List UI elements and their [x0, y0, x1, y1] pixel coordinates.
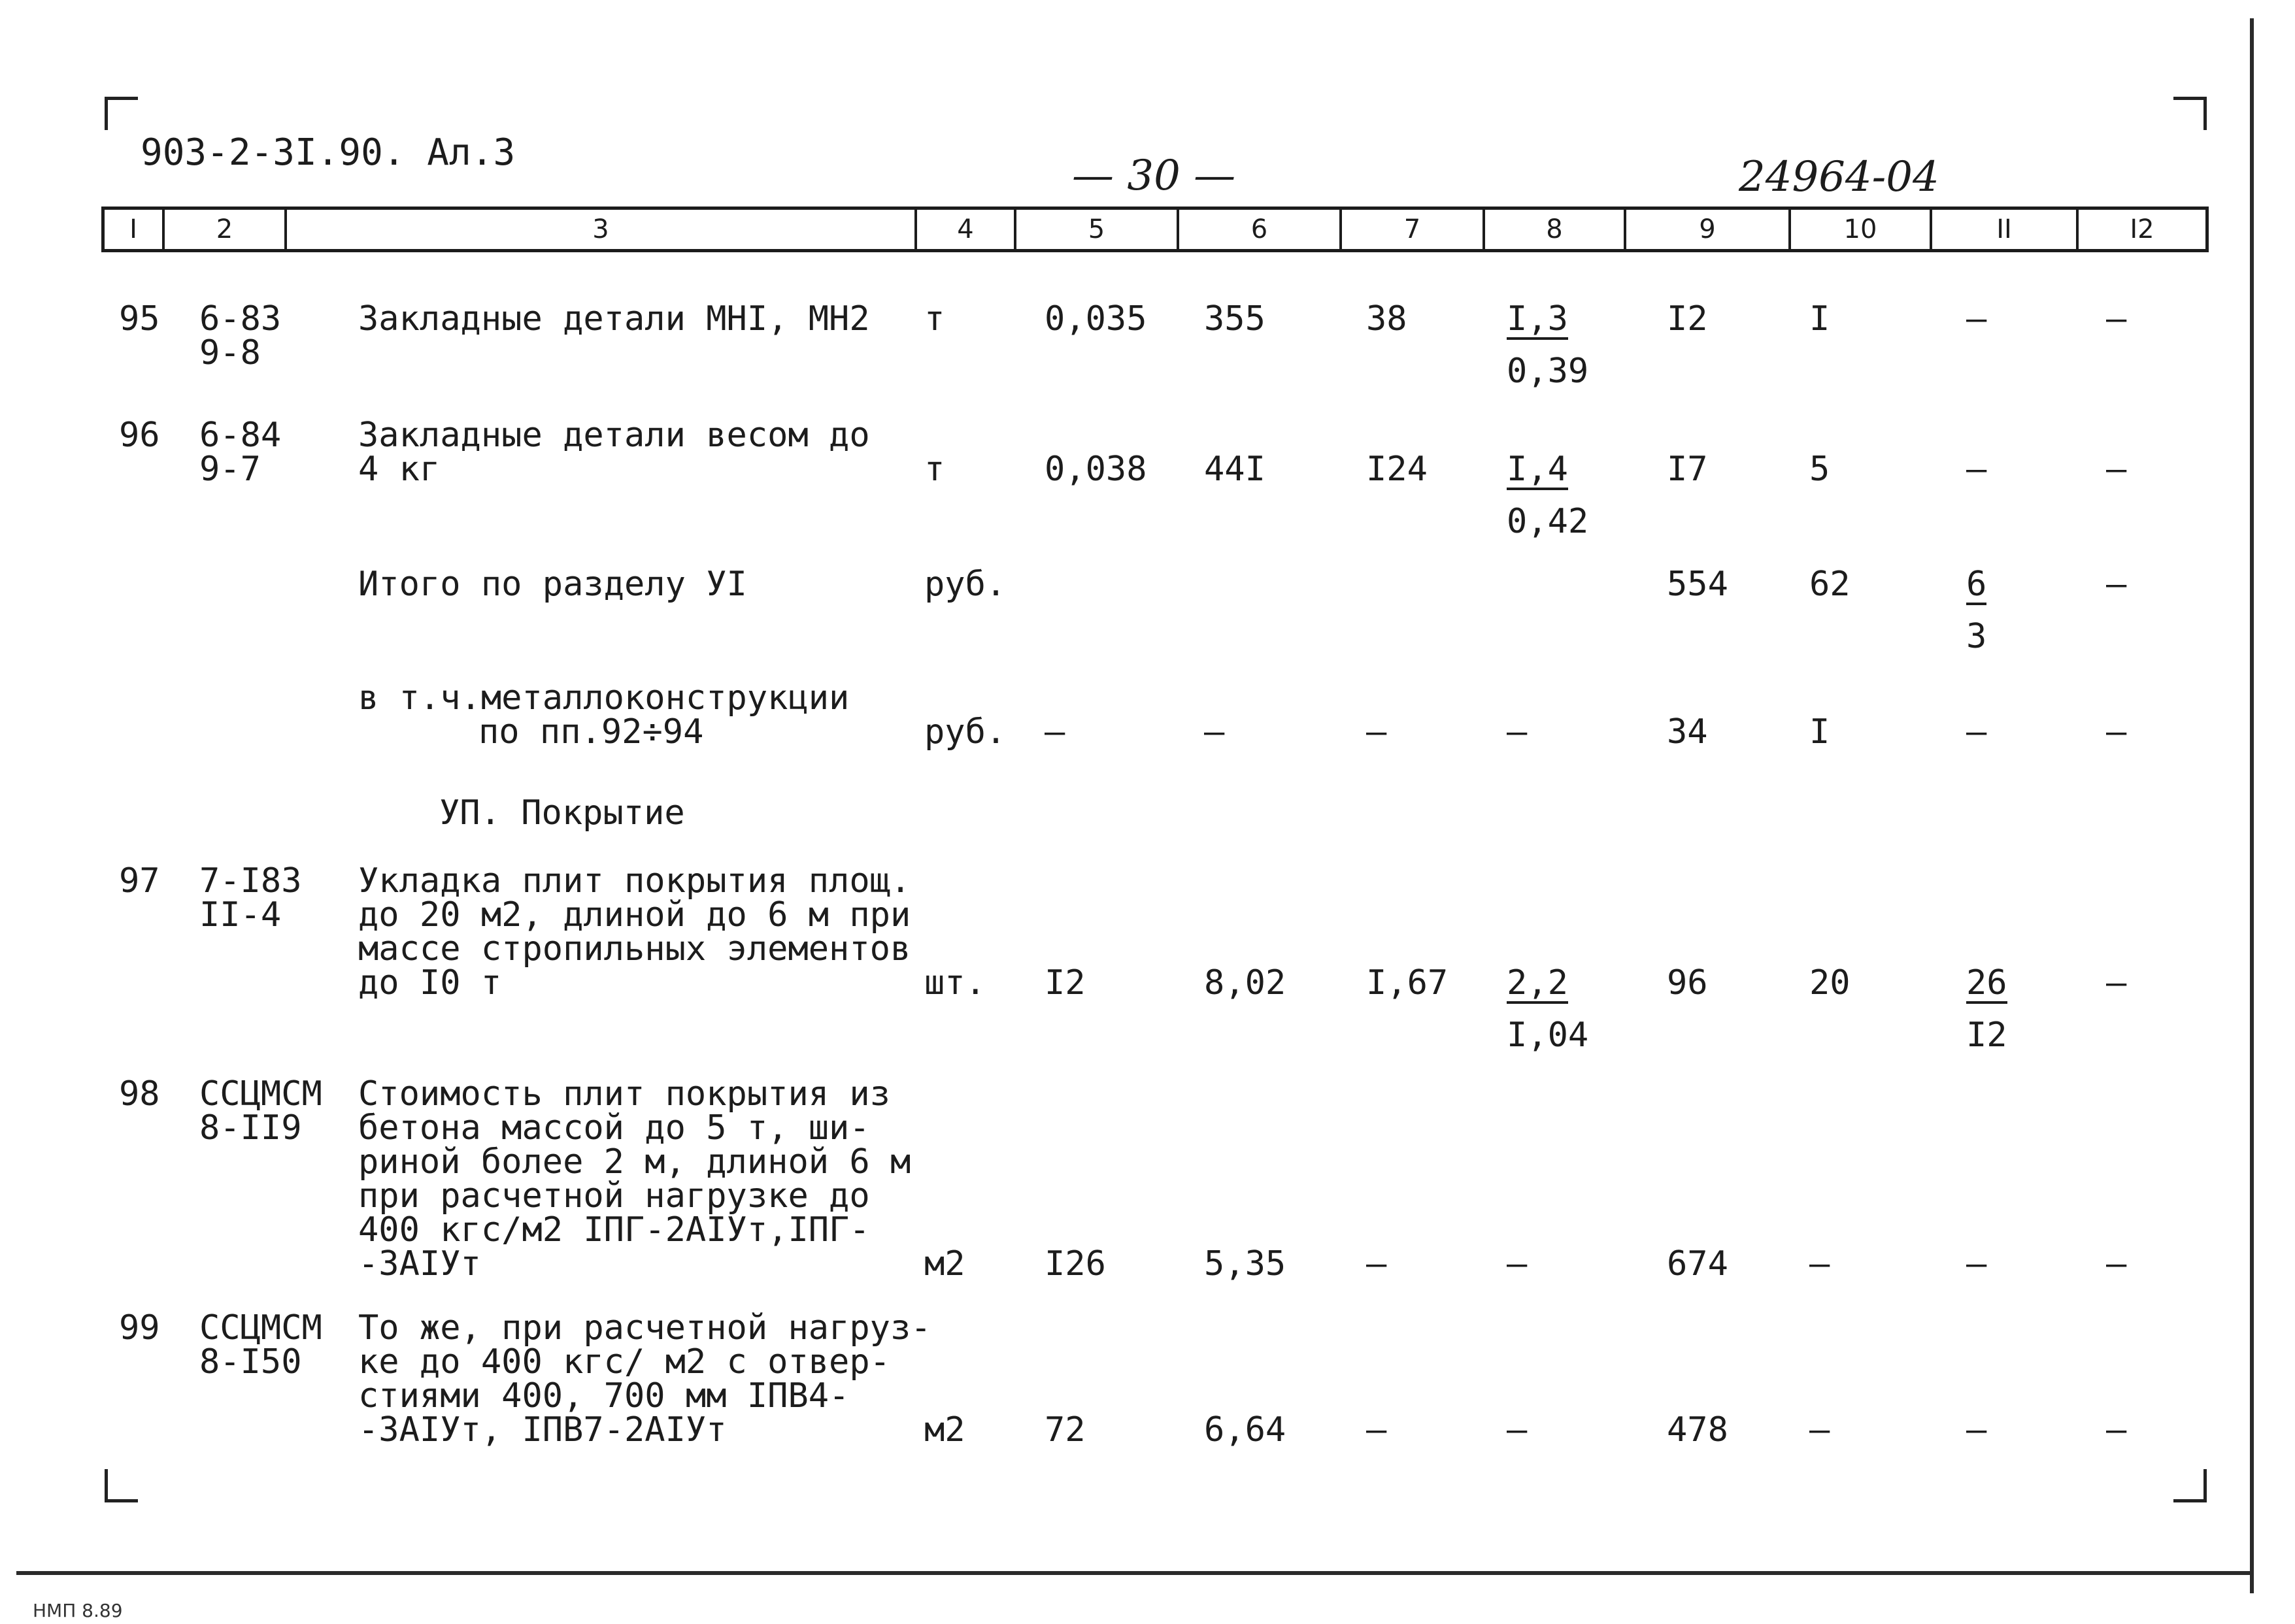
corner-mark-top-left	[105, 97, 138, 130]
rate-code-line: ССЦМСМ	[199, 1074, 322, 1114]
rate-code-line: 9-7	[199, 450, 261, 489]
project-number: 24964-04	[1739, 153, 1939, 201]
description-line: Итого по разделу УI	[358, 565, 747, 604]
col12-value: –	[2106, 1244, 2127, 1284]
description-line: бетона массой до 5 т, ши-	[358, 1108, 870, 1148]
unit-cost: –	[1204, 712, 1225, 752]
rate-code-line: 6-84	[199, 416, 282, 455]
col11-denominator: I2	[1966, 1016, 2007, 1055]
column-header: 6	[1178, 208, 1341, 251]
col8-fraction	[1507, 963, 1589, 1055]
description-line: при расчетной нагрузке до	[358, 1176, 870, 1216]
description-line: Закладные детали МНI, МН2	[358, 299, 870, 339]
column-header: 8	[1484, 208, 1625, 251]
column-header: 10	[1790, 208, 1931, 251]
unit-cost: 355	[1204, 299, 1265, 339]
corner-mark-bottom-left	[105, 1469, 138, 1502]
rate-code-line: II-4	[199, 895, 282, 935]
col12-value: –	[2106, 963, 2127, 1003]
col8-denominator: 0,42	[1507, 502, 1589, 541]
col8-value: –	[1507, 1410, 1528, 1450]
col12-value: –	[2106, 1410, 2127, 1450]
corner-mark-bottom-right	[2173, 1469, 2207, 1502]
description-line: до I0 т	[358, 963, 502, 1003]
total-cost: 554	[1667, 565, 1728, 604]
col11-fraction	[1966, 567, 1986, 654]
col10-value: I	[1809, 299, 1830, 339]
description-line: стиями 400, 700 мм IПВ4-	[358, 1376, 850, 1416]
description-line: Закладные детали весом до	[358, 416, 870, 455]
col7-value: 38	[1366, 299, 1407, 339]
row-number: 95	[119, 299, 160, 339]
col11-value: –	[1966, 1244, 1987, 1284]
col11-denominator: 3	[1966, 617, 1987, 656]
col7-value: I,67	[1366, 963, 1449, 1003]
column-header: I	[129, 214, 137, 244]
quantity: 0,035	[1045, 299, 1147, 339]
col7-value: I24	[1366, 450, 1428, 489]
col8-numerator: I,3	[1507, 299, 1568, 339]
document-code: 903-2-3I.90. Ал.3	[141, 131, 516, 174]
unit: м2	[924, 1244, 965, 1284]
description-line: ке до 400 кгс/ м2 с отвер-	[358, 1342, 890, 1382]
unit-cost: 8,02	[1204, 963, 1286, 1003]
col12-value: –	[2106, 299, 2127, 339]
row-number: 96	[119, 416, 160, 455]
description-line: до 20 м2, длиной до 6 м при	[358, 895, 911, 935]
description-line: -3АIУт, IПВ7-2АIУт	[358, 1410, 727, 1450]
unit: руб.	[924, 712, 1007, 752]
col7-value: –	[1366, 712, 1387, 752]
unit: т	[924, 450, 945, 489]
column-header: 5	[1015, 208, 1178, 251]
col12-value: –	[2106, 450, 2127, 489]
section-heading: УП. Покрытие	[439, 793, 685, 833]
quantity: I26	[1045, 1244, 1106, 1284]
col11-value: –	[1966, 450, 1987, 489]
col10-value: 62	[1809, 565, 1851, 604]
total-cost: 34	[1667, 712, 1708, 752]
rate-code-line: 8-II9	[199, 1108, 302, 1148]
col10-value: I	[1809, 712, 1830, 752]
description-line: -3АIУт	[358, 1244, 481, 1284]
description-line: Укладка плит покрытия площ.	[358, 861, 911, 901]
page-bottom-border	[16, 1571, 2252, 1575]
description-line: риной более 2 м, длиной 6 м	[358, 1142, 911, 1182]
description-line: в т.ч.металлоконструкции	[358, 678, 850, 718]
col10-value: –	[1809, 1410, 1830, 1450]
row-number: 97	[119, 861, 160, 901]
col7-value: –	[1366, 1244, 1387, 1284]
column-header: 9	[1625, 208, 1790, 251]
column-header: 7	[1341, 208, 1484, 251]
rate-code-line: ССЦМСМ	[199, 1308, 322, 1348]
col11-value: –	[1966, 1410, 1987, 1450]
form-code: НМП 8.89	[33, 1600, 123, 1621]
column-header: II	[1931, 208, 2077, 251]
quantity: 72	[1045, 1410, 1086, 1450]
col8-numerator: I,4	[1507, 450, 1568, 489]
col8-numerator: 2,2	[1507, 963, 1568, 1003]
col12-value: –	[2106, 565, 2127, 604]
unit-cost: 5,35	[1204, 1244, 1286, 1284]
total-cost: 478	[1667, 1410, 1728, 1450]
description-line: массе стропильных элементов	[358, 929, 911, 969]
col11-fraction	[1966, 963, 2007, 1055]
column-header: 3	[286, 208, 916, 251]
rate-code-line: 7-I83	[199, 861, 302, 901]
unit-cost: 6,64	[1204, 1410, 1286, 1450]
total-cost: 674	[1667, 1244, 1728, 1284]
quantity: I2	[1045, 963, 1086, 1003]
col8-denominator: 0,39	[1507, 352, 1589, 391]
total-cost: 96	[1667, 963, 1708, 1003]
column-header: 2	[163, 208, 286, 251]
rate-code-line: 8-I50	[199, 1342, 302, 1382]
col8-fraction	[1507, 299, 1589, 391]
unit: м2	[924, 1410, 965, 1450]
total-cost: I2	[1667, 299, 1708, 339]
col10-value: 5	[1809, 450, 1830, 489]
unit: т	[924, 299, 945, 339]
unit: руб.	[924, 565, 1007, 604]
col12-value: –	[2106, 712, 2127, 752]
description-line: по пп.92÷94	[478, 712, 704, 752]
rate-code-line: 6-83	[199, 299, 282, 339]
col10-value: 20	[1809, 963, 1851, 1003]
unit-cost: 44I	[1204, 450, 1265, 489]
corner-mark-top-right	[2173, 97, 2207, 130]
col10-value: –	[1809, 1244, 1830, 1284]
page-number: — 30 —	[1072, 152, 1236, 200]
col8-denominator: I,04	[1507, 1016, 1589, 1055]
col8-value: –	[1507, 1244, 1528, 1284]
row-number: 98	[119, 1074, 160, 1114]
row-number: 99	[119, 1308, 160, 1348]
quantity: 0,038	[1045, 450, 1147, 489]
unit: шт.	[924, 963, 986, 1003]
quantity: –	[1045, 712, 1065, 752]
column-header-row	[101, 207, 2209, 252]
col11-value: –	[1966, 299, 1987, 339]
col7-value: –	[1366, 1410, 1387, 1450]
total-cost: I7	[1667, 450, 1708, 489]
rate-code-line: 9-8	[199, 333, 261, 373]
page-right-border	[2250, 18, 2254, 1593]
description-line: 4 кг	[358, 450, 441, 489]
column-header: 4	[916, 208, 1015, 251]
column-header: I2	[2077, 208, 2207, 251]
col8-fraction	[1507, 452, 1588, 539]
col8-value: –	[1507, 712, 1528, 752]
col11-value: –	[1966, 712, 1987, 752]
col11-numerator: 6	[1966, 565, 1987, 604]
description-line: 400 кгс/м2 IПГ-2АIУт,IПГ-	[358, 1210, 870, 1250]
col11-numerator: 26	[1966, 963, 2007, 1003]
description-line: Стоимость плит покрытия из	[358, 1074, 890, 1114]
description-line: То же, при расчетной нагруз-	[358, 1308, 931, 1348]
